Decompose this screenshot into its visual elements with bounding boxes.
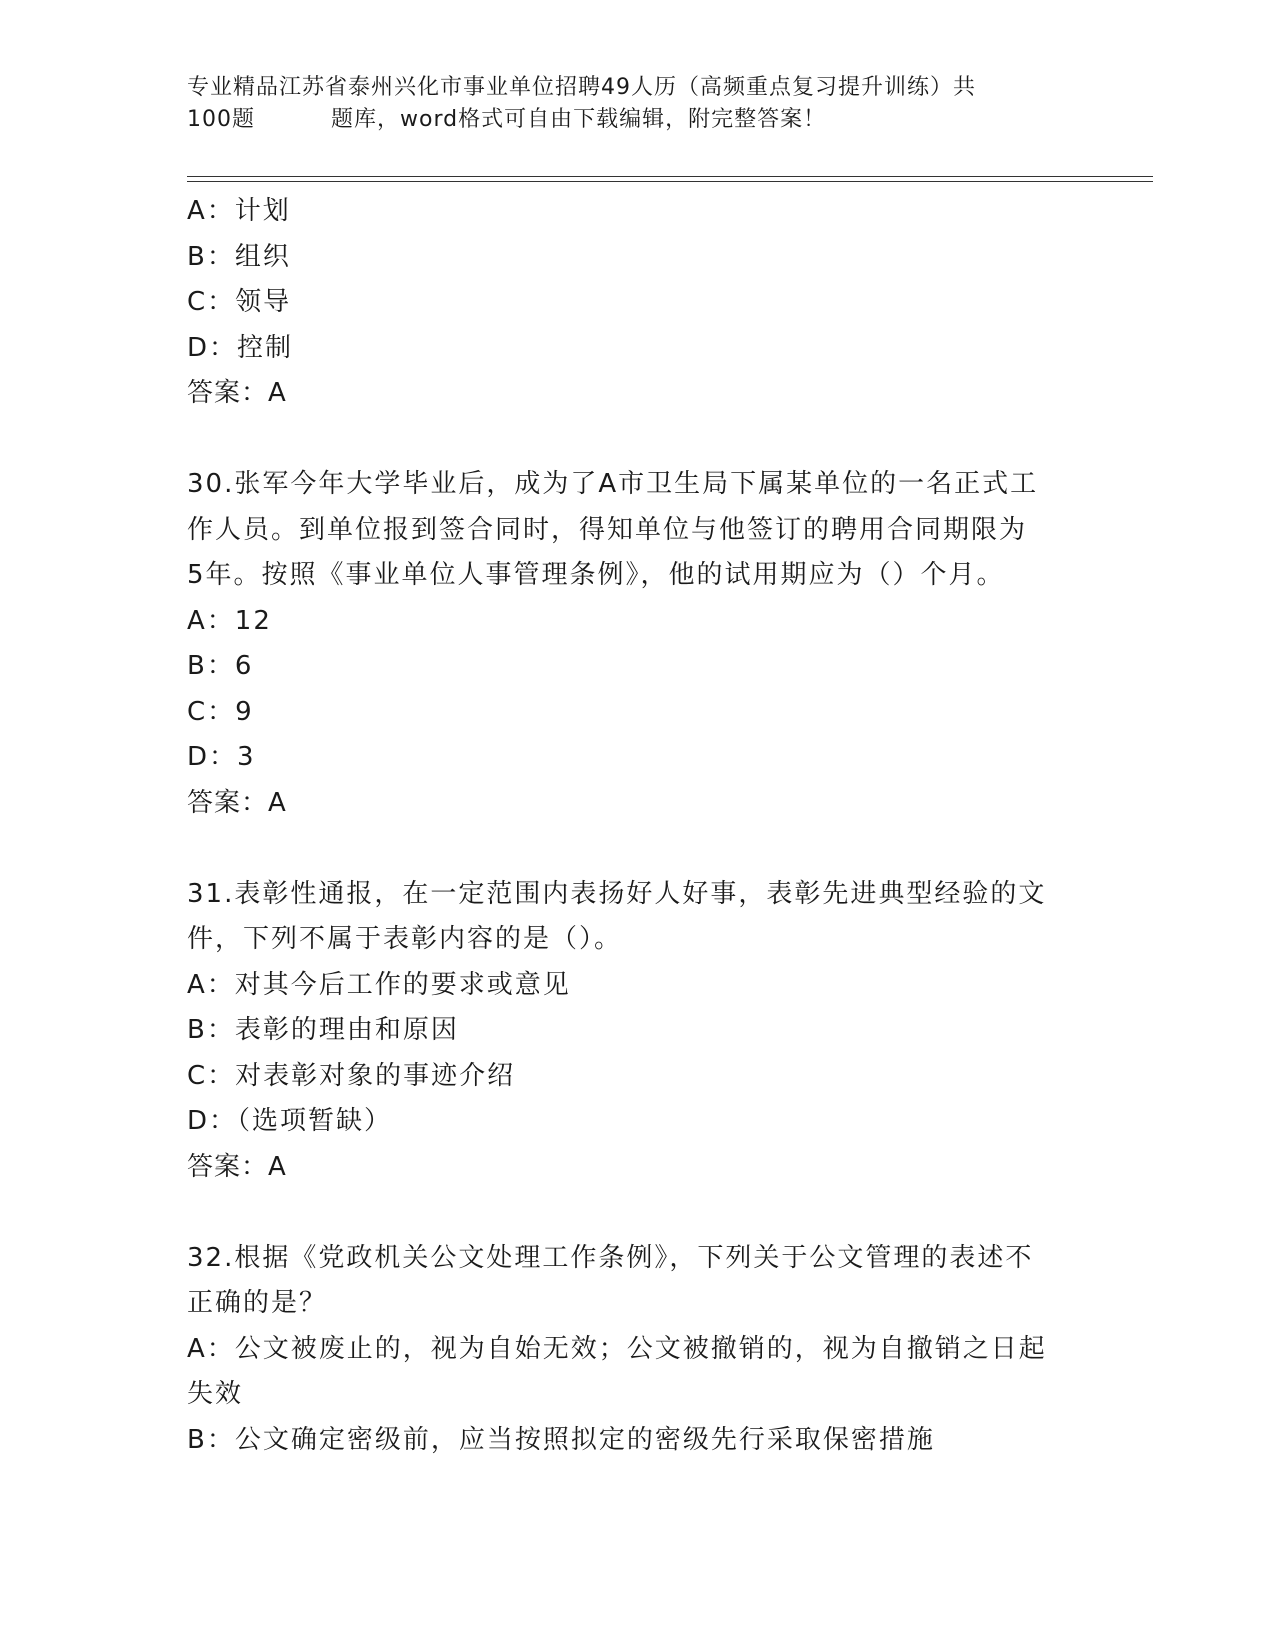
question-stem-line: 作人员。到单位报到签合同时，得知单位与他签订的聘用合同期限为 bbox=[187, 514, 1028, 545]
question-stem-line: 5年。按照《事业单位人事管理条例》，他的试用期应为（）个月。 bbox=[187, 560, 1005, 590]
header-question-count: 100题 bbox=[187, 107, 255, 132]
option-d: D：控制 bbox=[187, 332, 294, 363]
option-a: A：公文被废止的，视为自始无效；公文被撤销的，视为自撤销之日起 bbox=[187, 1333, 1047, 1364]
question-stem-line: 31.表彰性通报，在一定范围内表扬好人好事，表彰先进典型经验的文 bbox=[187, 878, 1047, 909]
option-d: D：（选项暂缺） bbox=[187, 1106, 393, 1136]
question-stem-line: 30.张军今年大学毕业后，成为了A市卫生局下属某单位的一名正式工 bbox=[187, 469, 1039, 499]
option-a: A：计划 bbox=[187, 196, 291, 226]
question-stem-line: 正确的是？ bbox=[187, 1288, 328, 1318]
option-a: A：对其今后工作的要求或意见 bbox=[187, 969, 571, 1000]
answer-label: 答案： bbox=[187, 1151, 269, 1182]
answer-label: 答案： bbox=[187, 787, 269, 818]
answer-line bbox=[187, 1145, 1087, 1191]
answer-line bbox=[187, 371, 1087, 417]
option-b: B：组织 bbox=[187, 241, 291, 272]
question-spacer bbox=[187, 417, 1087, 463]
header-title-line1: 专业精品江苏省泰州兴化市事业单位招聘49人历（高频重点复习提升训练）共 bbox=[187, 75, 976, 100]
option-d: D：3 bbox=[187, 742, 256, 772]
question-30 bbox=[187, 462, 1087, 826]
question-list bbox=[187, 189, 1087, 1463]
question-32 bbox=[187, 1236, 1087, 1464]
header-divider-top bbox=[187, 176, 1153, 177]
header-title-line2 bbox=[187, 104, 1087, 136]
question-31 bbox=[187, 872, 1087, 1191]
option-a-continued: 失效 bbox=[187, 1379, 244, 1409]
question-stem-line: 32.根据《党政机关公文处理工作条例》，下列关于公文管理的表述不 bbox=[187, 1242, 1034, 1273]
question-spacer bbox=[187, 826, 1087, 872]
answer-line bbox=[187, 781, 1087, 827]
option-c: C：领导 bbox=[187, 287, 292, 317]
question-stem-line: 件，下列不属于表彰内容的是（）。 bbox=[187, 924, 623, 954]
answer-value: A bbox=[268, 787, 287, 818]
answer-value: A bbox=[268, 1151, 287, 1182]
question-29 bbox=[187, 189, 1087, 417]
option-b: B：6 bbox=[187, 651, 254, 681]
question-spacer bbox=[187, 1190, 1087, 1236]
option-c: C：9 bbox=[187, 696, 254, 727]
header-divider-bottom bbox=[187, 181, 1153, 182]
option-c: C：对表彰对象的事迹介绍 bbox=[187, 1060, 516, 1091]
answer-label: 答案： bbox=[187, 378, 269, 408]
option-a: A：12 bbox=[187, 605, 272, 636]
answer-value: A bbox=[268, 378, 287, 408]
option-b: B：公文确定密级前，应当按照拟定的密级先行采取保密措施 bbox=[187, 1424, 935, 1455]
header-title-line2-text: 题库，word格式可自由下载编辑，附完整答案！ bbox=[331, 107, 827, 132]
document-header bbox=[187, 72, 1087, 136]
option-b: B：表彰的理由和原因 bbox=[187, 1015, 459, 1045]
